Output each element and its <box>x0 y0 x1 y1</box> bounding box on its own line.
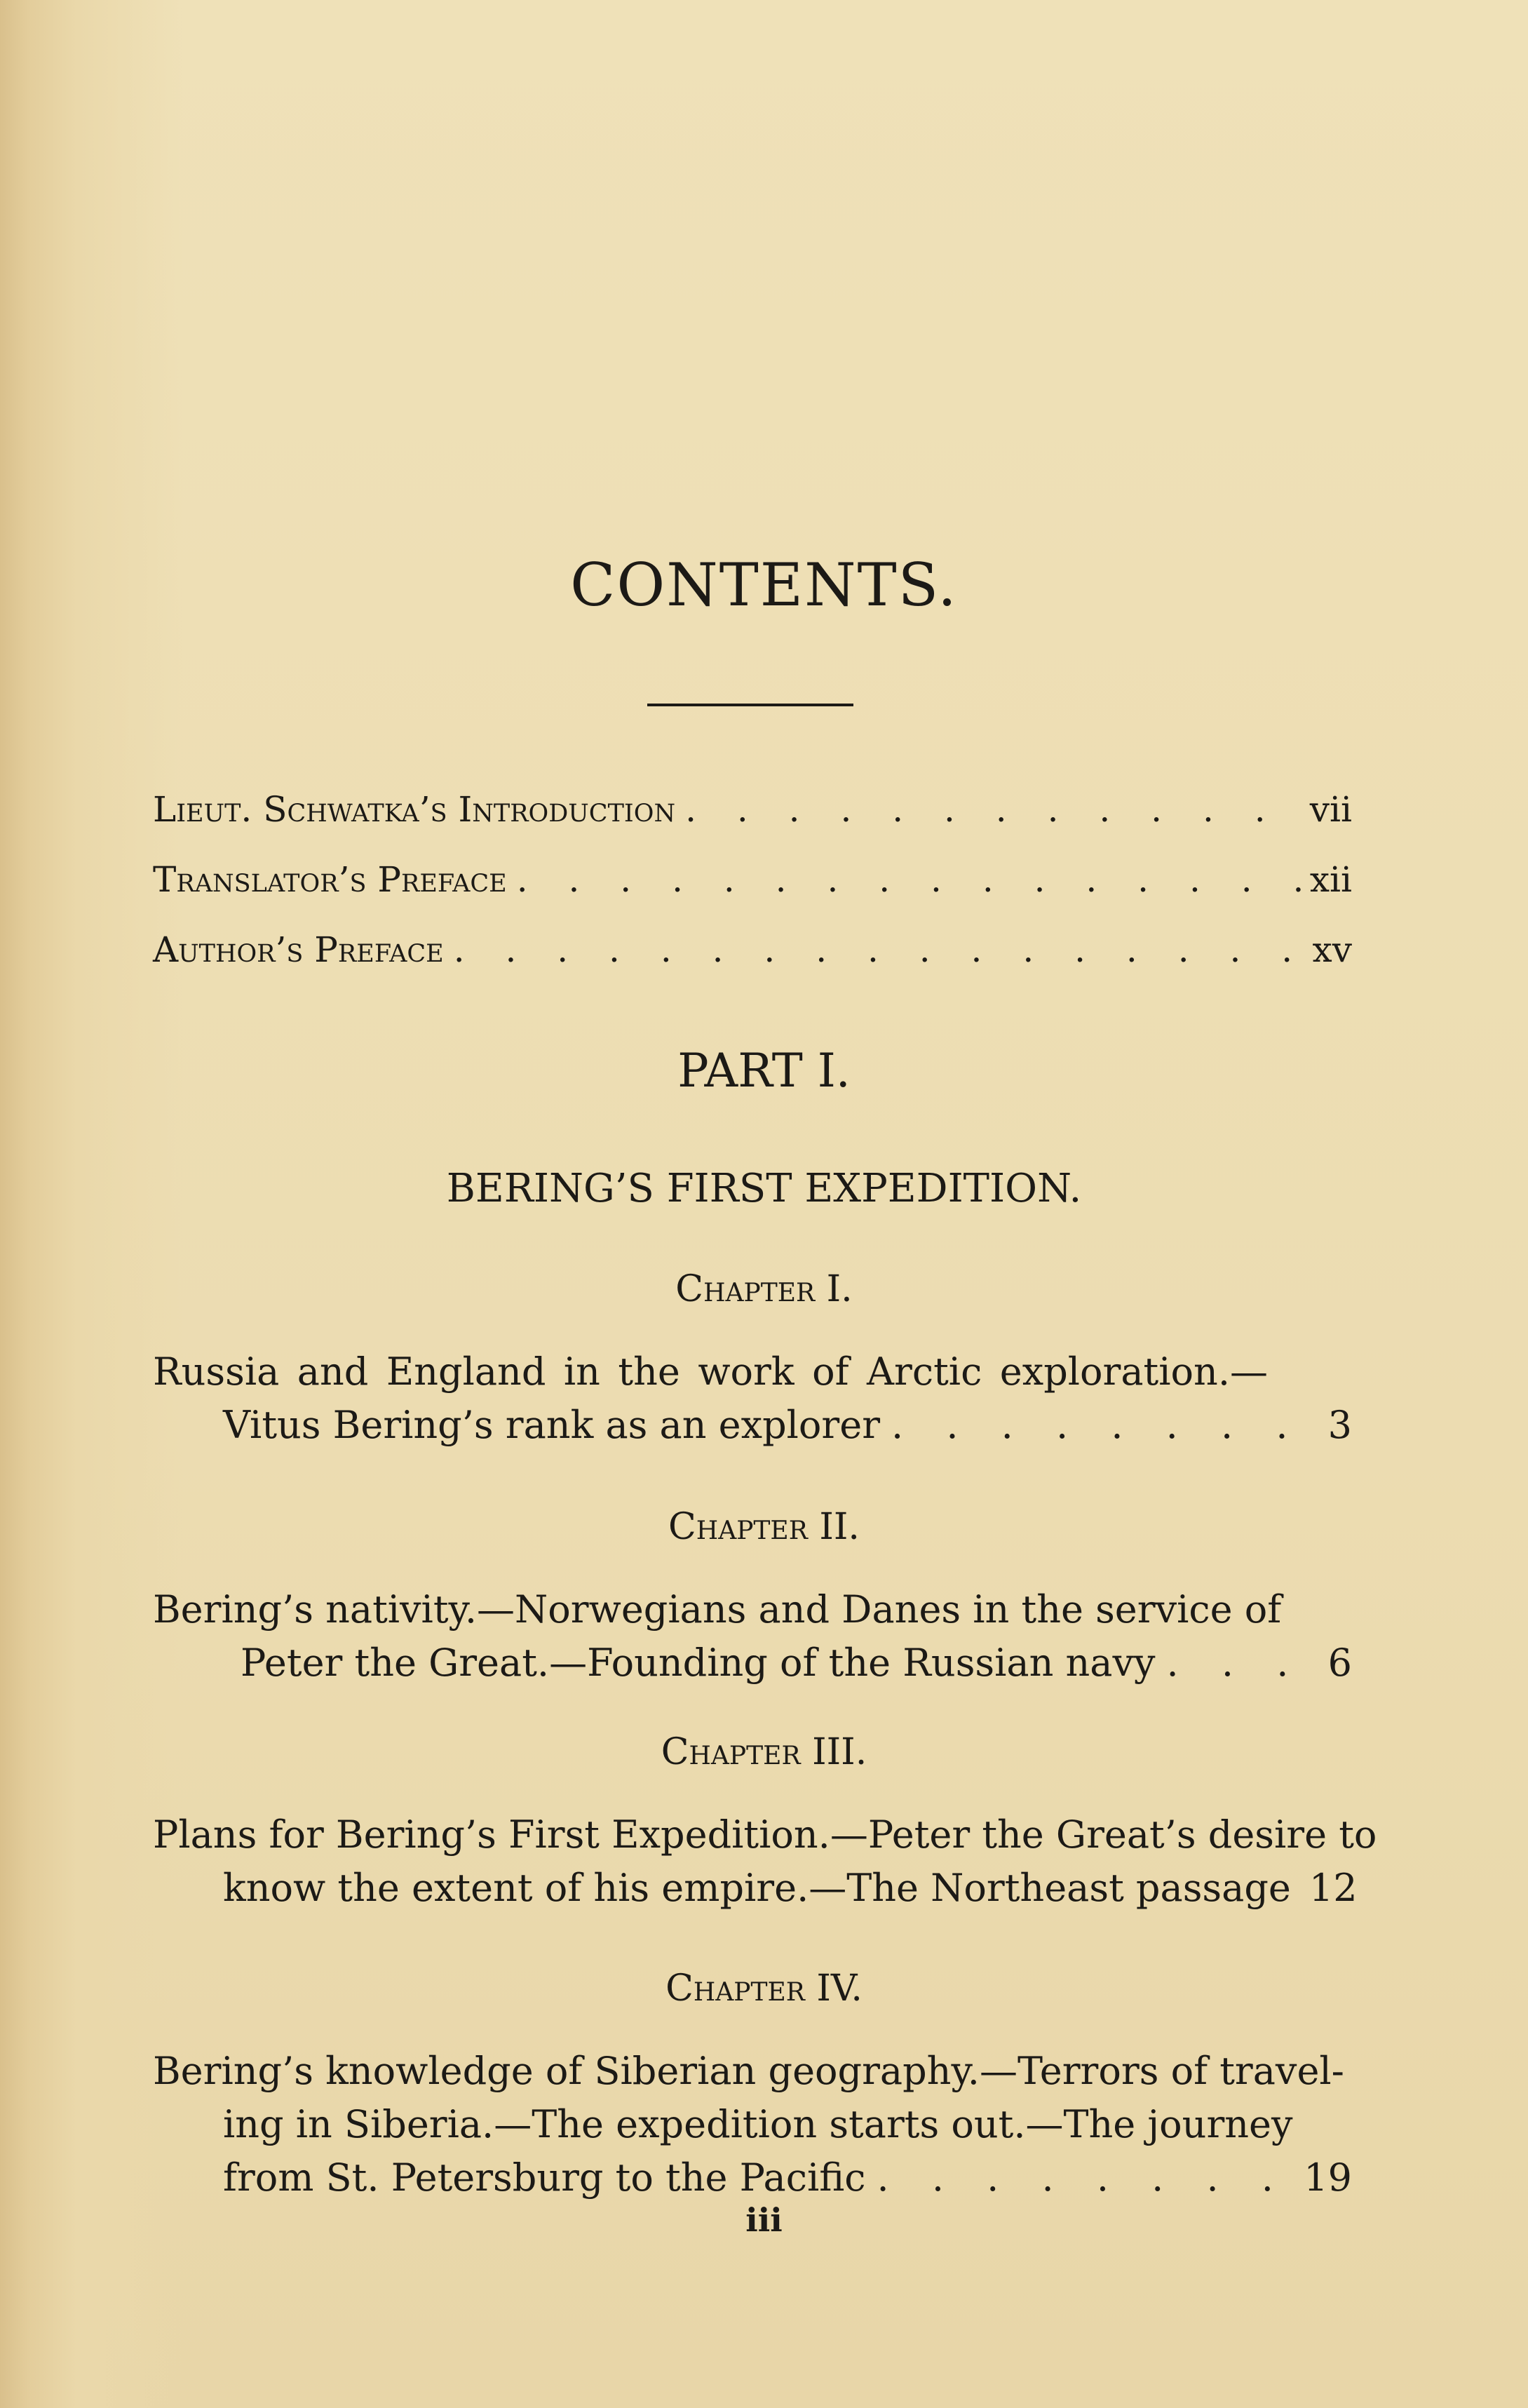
chapter-entry <box>153 1583 1352 1690</box>
entry-line-with-page <box>153 1636 1352 1690</box>
chapter-heading: Chapter II. <box>668 1506 860 1548</box>
entry-line: Russia and England in the work of Arctic exploration.— <box>153 1350 1268 1394</box>
entry-line: Plans for Bering’s First Expedition.—Peter the Great’s desire to <box>153 1812 1377 1857</box>
entry-line-with-page <box>153 1862 1358 1915</box>
entry-page: 12 <box>1309 1866 1358 1910</box>
toc-entry-label: Author’s Preface <box>153 929 444 970</box>
toc-entry-translators-preface <box>153 859 1352 900</box>
chapter-entry <box>153 1808 1377 1915</box>
toc-entry-page: xii <box>1309 859 1352 900</box>
toc-entry-introduction <box>153 789 1352 830</box>
toc-entry-authors-preface <box>153 929 1352 970</box>
entry-line: Bering’s nativity.—Norwegians and Danes in the service of <box>153 1587 1282 1632</box>
dot-leader <box>1156 1636 1321 1690</box>
part-subtitle: BERING’S FIRST EXPEDITION. <box>446 1166 1082 1211</box>
dot-leader <box>880 1399 1321 1452</box>
chapter-heading: Chapter III. <box>661 1731 867 1773</box>
entry-line: ing in Siberia.—The expedition starts out.—The journey <box>223 2102 1293 2146</box>
chapter-entry <box>153 2045 1352 2205</box>
entry-page: 6 <box>1327 1641 1352 1685</box>
entry-line: Vitus Bering’s rank as an explorer <box>223 1403 881 1447</box>
entry-line-with-page <box>153 2151 1352 2205</box>
entry-line: know the extent of his empire.—The Northeast passage <box>223 1866 1291 1910</box>
entry-line-with-page <box>153 1399 1352 1452</box>
chapter-entry <box>153 1345 1352 1452</box>
dot-leader <box>675 789 1306 830</box>
chapter-heading: Chapter I. <box>675 1268 853 1310</box>
dot-leader <box>507 859 1306 900</box>
dot-leader <box>444 929 1309 970</box>
toc-entry-page: xv <box>1312 929 1352 970</box>
toc-entry-label: Translator’s Preface <box>153 859 507 900</box>
entry-line: Bering’s knowledge of Siberian geography.—Terrors of travel- <box>153 2049 1344 2093</box>
page-title: CONTENTS. <box>570 551 958 619</box>
entry-page: 3 <box>1327 1403 1352 1447</box>
entry-page: 19 <box>1304 2155 1352 2200</box>
chapter-heading: Chapter IV. <box>665 1968 863 2010</box>
toc-entry-page: vii <box>1309 789 1352 830</box>
part-heading: PART I. <box>677 1044 851 1098</box>
entry-line: from St. Petersburg to the Pacific <box>223 2155 866 2200</box>
dot-leader <box>1291 1862 1302 1915</box>
entry-line: Peter the Great.—Founding of the Russian navy <box>241 1641 1156 1685</box>
page-number: iii <box>745 2201 783 2239</box>
dot-leader <box>866 2151 1297 2205</box>
title-rule <box>647 704 853 706</box>
toc-entry-label: Lieut. Schwatka’s Introduction <box>153 789 676 830</box>
